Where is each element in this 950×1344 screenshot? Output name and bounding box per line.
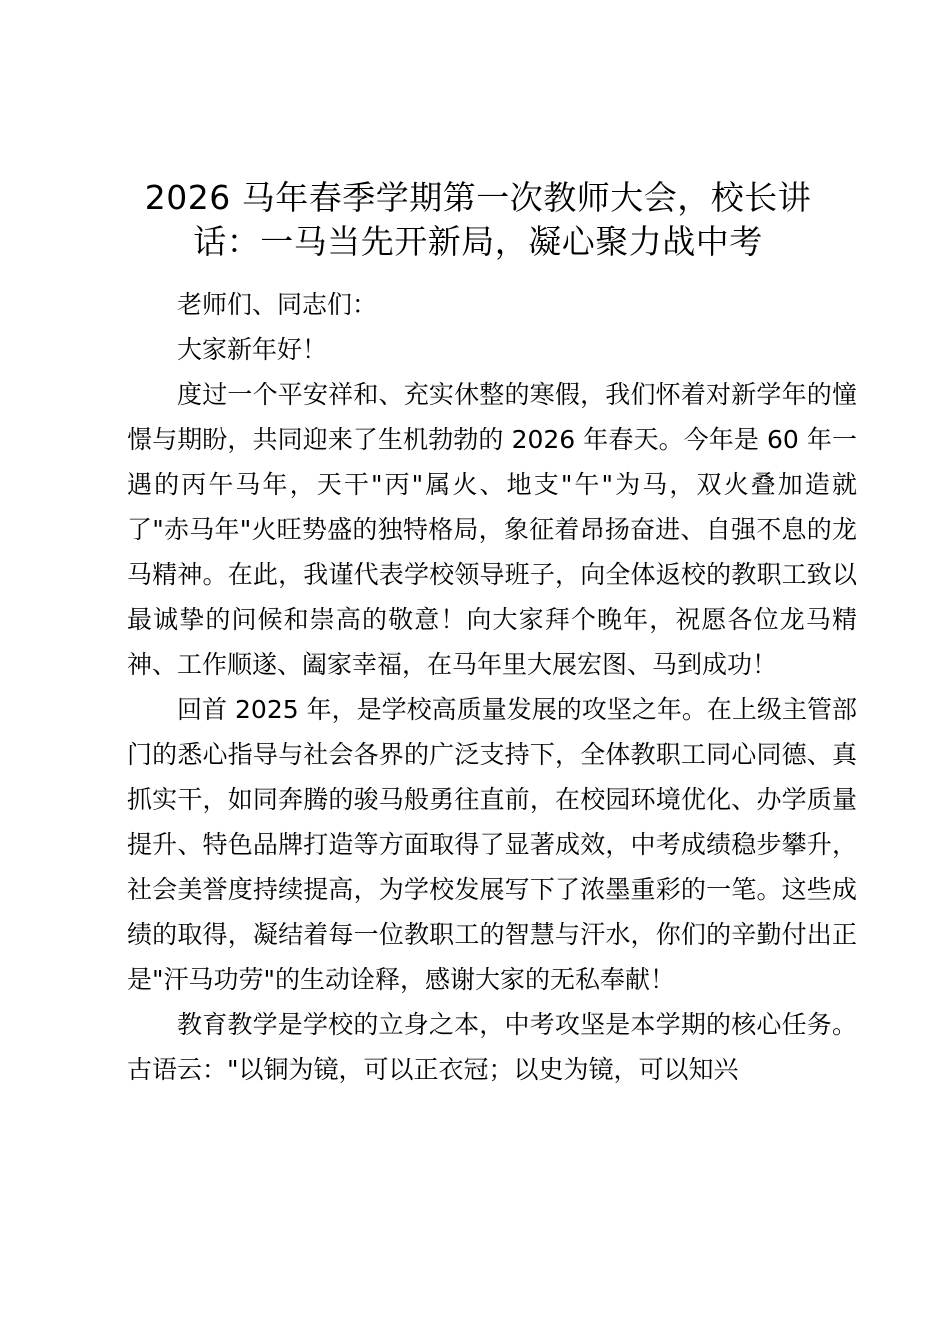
- document-body: [127, 282, 857, 1092]
- body-paragraph: 度过一个平安祥和、充实休整的寒假，我们怀着对新学年的憧憬与期盼，共同迎来了生机勃勃的 2026 年春天。今年是 60 年一遇的丙午马年，天干"丙"属火、地支"午"为马，双火叠加造就了"赤马年"火旺势盛的独特格局，象征着昂扬奋进、自强不息的龙马精神。在此，我谨代表学校领导班子，向全体返校的教职工致以最诚挚的问候和崇高的敬意！向大家拜个晚年，祝愿各位龙马精神、工作顺遂、阖家幸福，在马年里大展宏图、马到成功！: [127, 380, 857, 679]
- greeting-paragraph: 老师们、同志们：: [177, 290, 378, 319]
- document-title: 2026 马年春季学期第一次教师大会，校长讲话：一马当先开新局，凝心聚力战中考: [144, 178, 812, 261]
- new-year-greeting-paragraph: 大家新年好！: [177, 335, 328, 364]
- body-paragraph: 教育教学是学校的立身之本，中考攻坚是本学期的核心任务。古语云："以铜为镜，可以正衣冠；以史为镜，可以知兴: [127, 1010, 857, 1084]
- body-paragraph: 回首 2025 年，是学校高质量发展的攻坚之年。在上级主管部门的悉心指导与社会各界的广泛支持下，全体教职工同心同德、真抓实干，如同奔腾的骏马般勇往直前，在校园环境优化、办学质量提升、特色品牌打造等方面取得了显著成效，中考成绩稳步攀升，社会美誉度持续提高，为学校发展写下了浓墨重彩的一笔。这些成绩的取得，凝结着每一位教职工的智慧与汗水，你们的辛勤付出正是"汗马功劳"的生动诠释，感谢大家的无私奉献！: [127, 695, 857, 994]
